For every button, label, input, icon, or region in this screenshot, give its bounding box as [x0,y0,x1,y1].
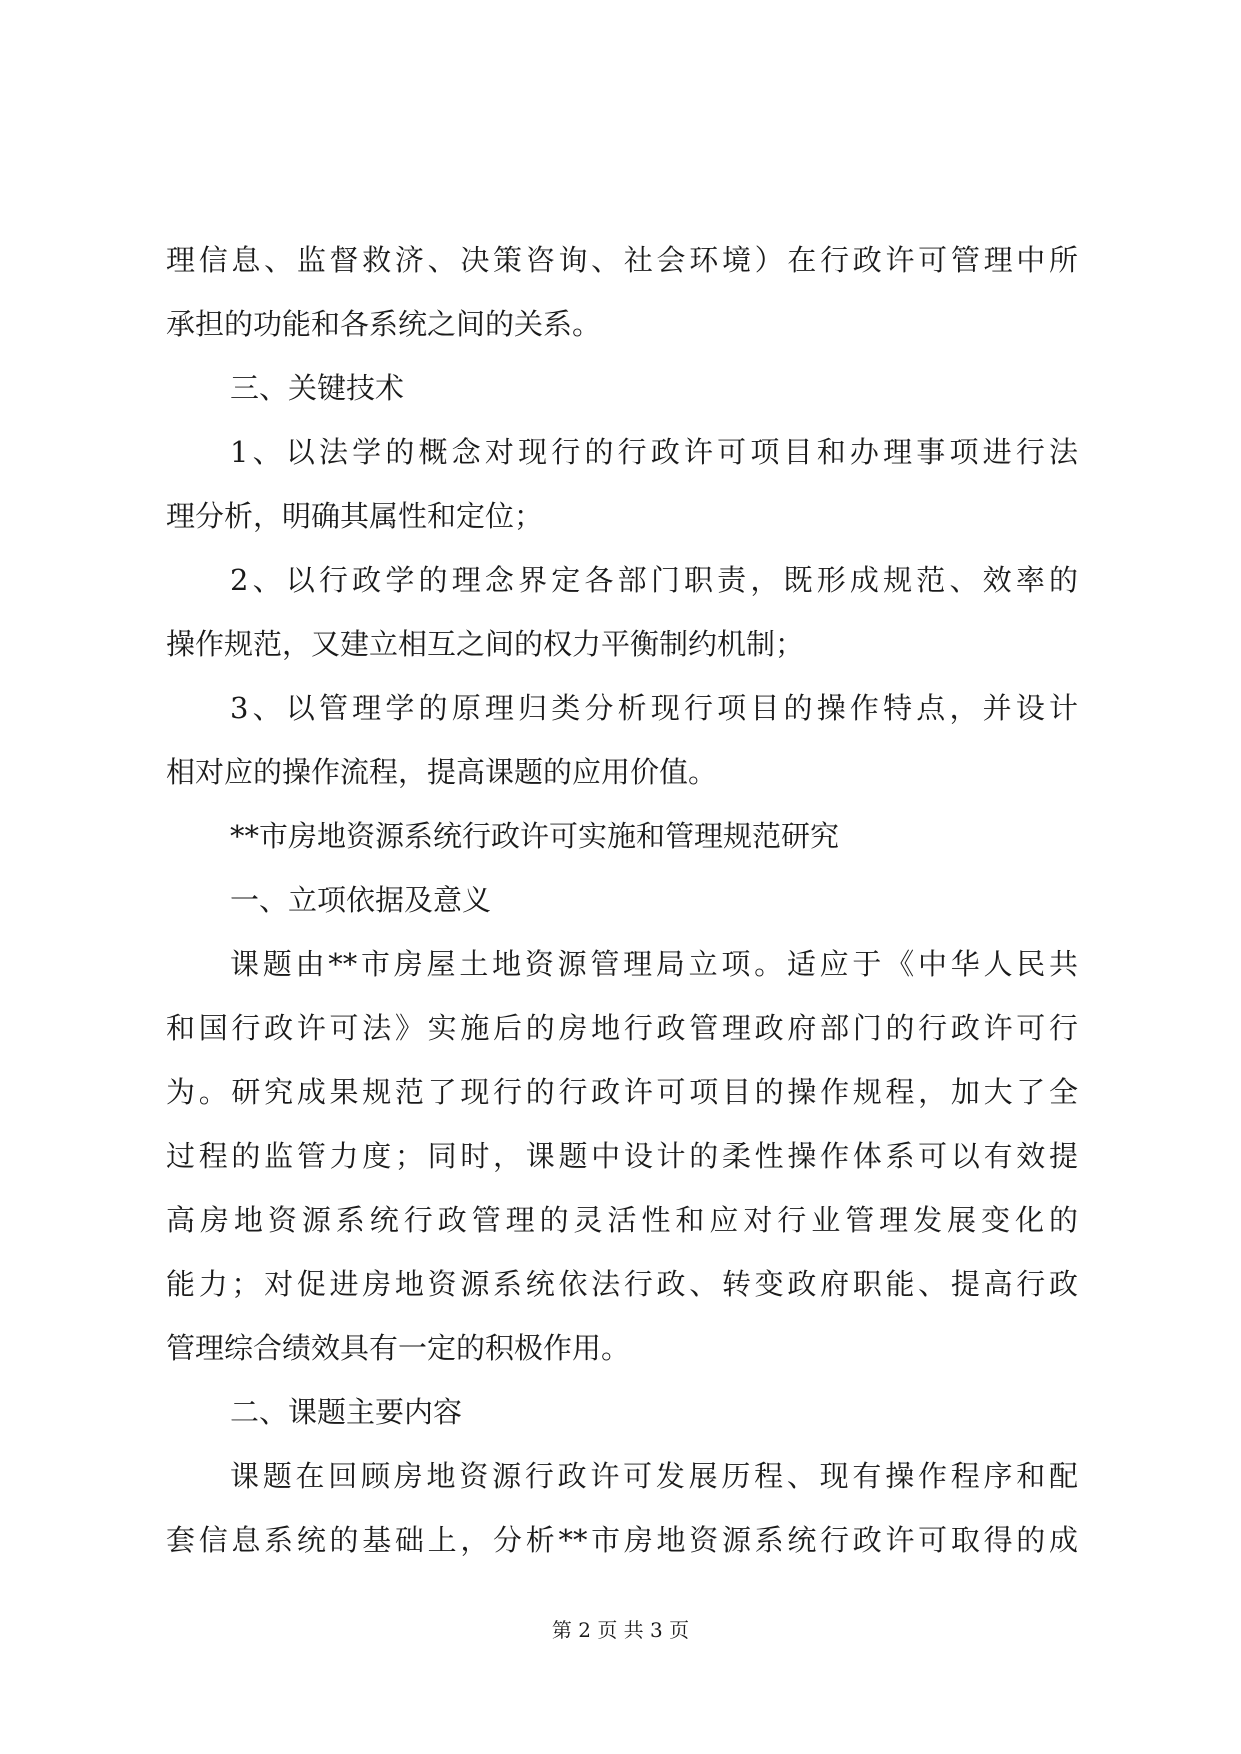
text-line: 相对应的操作流程，提高课题的应用价值。 [166,755,718,789]
text-line: 承担的功能和各系统之间的关系。 [166,307,602,341]
section-heading: 二、课题主要内容 [230,1395,463,1429]
text-line: 为。研究成果规范了现行的行政许可项目的操作规程，加大了全 [166,1075,1078,1109]
text-line: 课题在回顾房地资源行政许可发展历程、现有操作程序和配 [230,1459,1078,1493]
text-line: 和国行政许可法》实施后的房地行政管理政府部门的行政许可行 [166,1011,1078,1045]
page-number-footer: 第 2 页 共 3 页 [551,1618,690,1642]
text-line: 1、以法学的概念对现行的行政许可项目和办理事项进行法 [230,435,1078,469]
text-line: 高房地资源系统行政管理的灵活性和应对行业管理发展变化的 [166,1203,1078,1237]
text-line: 操作规范，又建立相互之间的权力平衡制约机制； [166,627,805,661]
text-line: 理信息、监督救济、决策咨询、社会环境）在行政许可管理中所 [166,243,1078,277]
section-heading: 一、立项依据及意义 [230,883,492,917]
document-body [166,228,1078,1572]
text-line: 过程的监管力度；同时，课题中设计的柔性操作体系可以有效提 [166,1139,1078,1173]
text-line: 管理综合绩效具有一定的积极作用。 [166,1331,631,1365]
text-line: 能力；对促进房地资源系统依法行政、转变政府职能、提高行政 [166,1267,1078,1301]
section-heading: 三、关键技术 [230,371,405,405]
text-line: 3、以管理学的原理归类分析现行项目的操作特点，并设计 [230,691,1078,725]
text-line: 课题由**市房屋土地资源管理局立项。适应于《中华人民共 [230,947,1078,981]
text-line: 套信息系统的基础上，分析**市房地资源系统行政许可取得的成 [166,1523,1078,1557]
text-line: 2、以行政学的理念界定各部门职责，既形成规范、效率的 [230,563,1078,597]
document-title: **市房地资源系统行政许可实施和管理规范研究 [230,819,840,853]
text-line: 理分析，明确其属性和定位； [166,499,544,533]
